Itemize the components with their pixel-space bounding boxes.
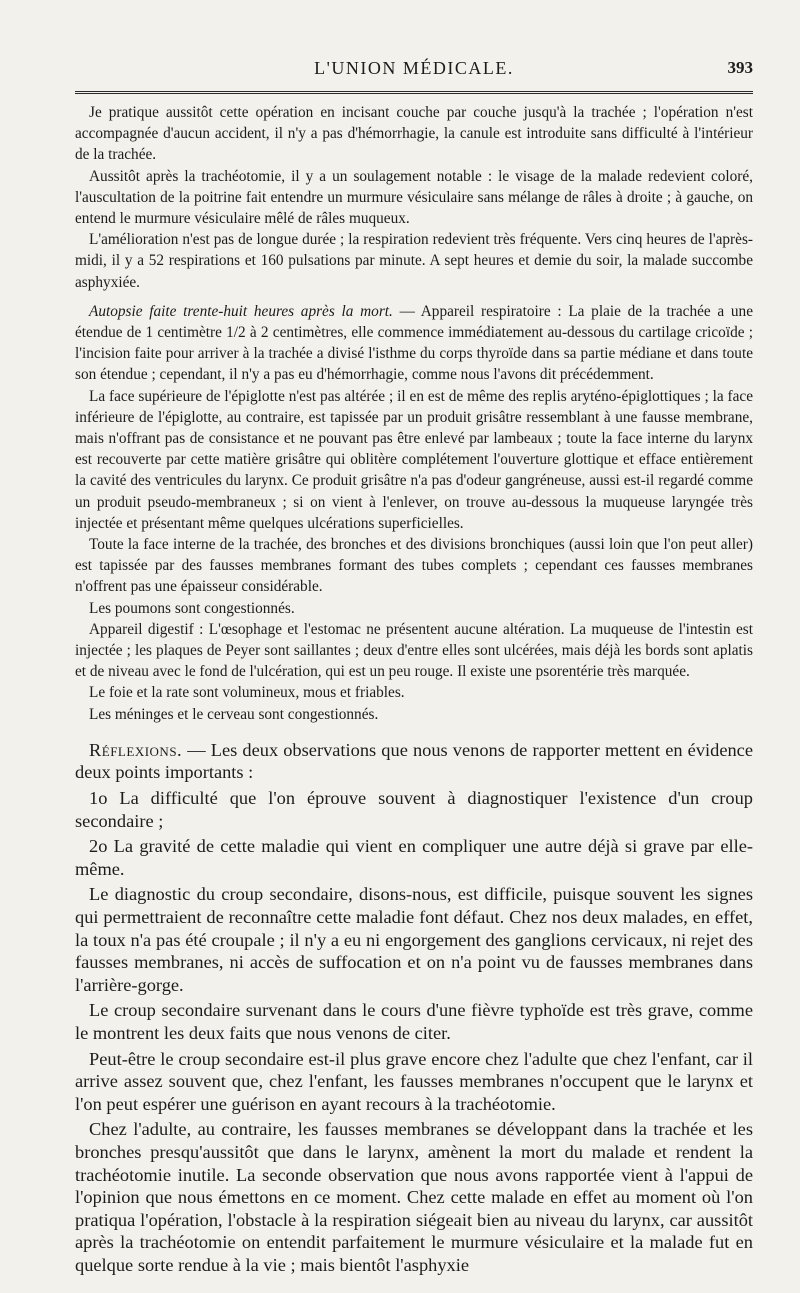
paragraph: Le foie et la rate sont volumineux, mous et friables. xyxy=(89,684,405,702)
paragraph: Le diagnostic du croup secondaire, disons-nous, est difficile, puisque souvent les signes qui permettraient de reconnaître cette maladie font défaut. Chez nos deux malades, en effet, la toux n'a pas été croupale ; il n'y a eu ni engorgement des ganglions cervicaux, ni rejet des fausses membranes, ni accès de suffocation et on n'a point vu de fausses membranes dans l'arrière-gorge. xyxy=(75,884,753,995)
paragraph: La face supérieure de l'épiglotte n'est pas altérée ; il en est de même des replis aryténo-épiglottiques ; la face inférieure de l'épiglotte, au contraire, est tapissée par un produit grisâtre ressemblant à une fausse membrane, mais n'offrant pas de consistance et ne pouvant pas être enlevé par lambeaux ; toute la face interne du larynx est recouverte par cette matière grisâtre qui oblitère complétement l'ouverture glottique et efface entièrement la cavité des ventricules du larynx. Ce produit grisâtre n'a pas d'odeur gangréneuse, aussi est-il regardé comme un produit pseudo-membraneux ; si on vient à l'enlever, on trouve au-dessous la muqueuse laryngée très injectée et présentant même quelques ulcérations superficielles. xyxy=(75,387,753,532)
paragraph: L'amélioration n'est pas de longue durée ; la respiration redevient très fréquente. Vers cinq heures de l'après-midi, il y a 52 respirations et 160 pulsations par minute. A sept heures et demie du soir, la malade succombe asphyxiée. xyxy=(75,231,753,291)
paragraph: Je pratique aussitôt cette opération en incisant couche par couche jusqu'à la trachée ; l'opération n'est accompagnée d'aucun accident, il n'y a pas d'hémorrhagie, la canule est introduite sans difficulté à l'intérieur de la trachée. xyxy=(75,104,753,164)
paragraph: Toute la face interne de la trachée, des bronches et des divisions bronchiques (aussi loin que l'on peut aller) est tapissée par des fausses membranes formant des tubes complets ; cependant ces fausses membranes n'offrent pas une épaisseur considérable. xyxy=(75,536,753,596)
paragraph: 1o La difficulté que l'on éprouve souvent à diagnostiquer l'existence d'un croup secondaire ; xyxy=(75,788,753,831)
autopsy-paragraph xyxy=(75,301,753,386)
autopsy-text: — Appareil respiratoire : La plaie de la trachée a une étendue de 1 centimètre 1/2 à 2 centimètres, elle commence immédiatement au-dessous du cartilage cricoïde ; l'incision faite pour arriver à la trachée a divisé l'isthme du corps thyroïde dans sa partie médiane et dans toute son étendue ; cependant, il n'y a pas eu d'hémorrhagie, comme nous l'avons dit précédemment. xyxy=(75,302,753,384)
page-header xyxy=(75,58,753,86)
text-column xyxy=(75,102,753,1277)
paragraph: Les méninges et le cerveau sont congestionnés. xyxy=(89,705,379,723)
running-title: L'UNION MÉDICALE. xyxy=(314,58,514,78)
reflexions-lead: Réflexions. xyxy=(89,739,183,760)
paragraph: 2o La gravité de cette maladie qui vient en compliquer une autre déjà si grave par elle-même. xyxy=(75,836,753,879)
header-rule xyxy=(75,91,753,94)
paragraph: Chez l'adulte, au contraire, les fausses membranes se développant dans la trachée et les bronches presqu'aussitôt que dans le larynx, amènent la mort du malade et rendent la trachéotomie inutile. La seconde observation que nous avons rapportée vient à l'appui de l'opinion que nous émettons en ce moment. Chez cette malade en effet au moment où l'on pratiqua l'opération, l'obstacle à la respiration siégeait bien au niveau du larynx, car aussitôt après la trachéotomie on entendit parfaitement le murmure vésiculaire et la malade fut en quelque sorte rendue à la vie ; mais bientôt l'asphyxie xyxy=(75,1119,753,1275)
page-number: 393 xyxy=(727,58,753,77)
paragraph: Peut-être le croup secondaire est-il plus grave encore chez l'adulte que chez l'enfant, car il arrive assez souvent que, chez l'enfant, les fausses membranes n'occupent que le larynx et l'on peut espérer une guérison en ayant recours à la trachéotomie. xyxy=(75,1048,753,1114)
paragraph: Appareil digestif : L'œsophage et l'estomac ne présentent aucune altération. La muqueuse de l'intestin est injectée ; les plaques de Peyer sont saillantes ; deux d'entre elles sont ulcérées, mais déjà les bords sont aplatis et de niveau avec le fond de l'ulcération, qui est un peu rouge. Il existe une psorentérie très marquée. xyxy=(75,620,753,681)
autopsy-lead: Autopsie faite trente-huit heures après la mort. xyxy=(89,302,393,320)
reflexions-paragraph xyxy=(75,739,753,784)
reflexions-text: — Les deux observations que nous venons de rapporter mettent en évidence deux points importants : xyxy=(75,739,753,783)
paragraph: Les poumons sont congestionnés. xyxy=(89,599,295,617)
paragraph: Aussitôt après la trachéotomie, il y a un soulagement notable : le visage de la malade redevient coloré, l'auscultation de la poitrine fait entendre un murmure vésiculaire sans mélange de râles à droite ; à gauche, on entend le murmure vésiculaire mêlé de râles muqueux. xyxy=(75,167,753,228)
paragraph: Le croup secondaire survenant dans le cours d'une fièvre typhoïde est très grave, comme le montrent les deux faits que nous venons de citer. xyxy=(75,1000,753,1044)
